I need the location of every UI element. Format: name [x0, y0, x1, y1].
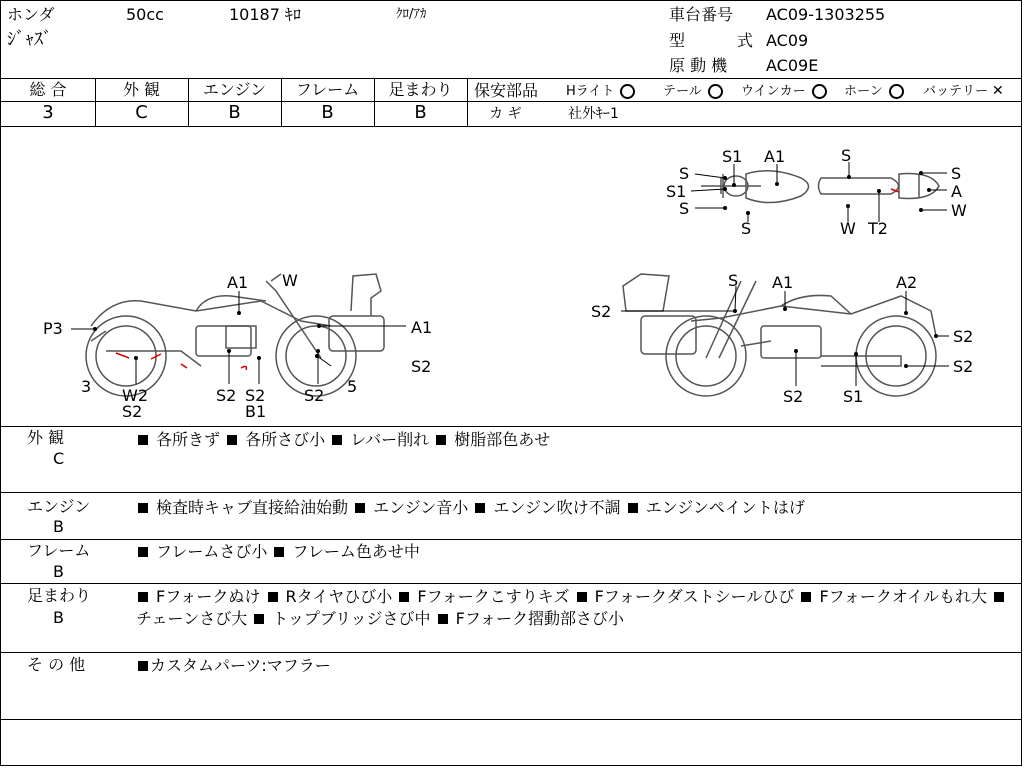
- bullet-square-icon: [138, 661, 148, 671]
- label-top-s: S: [741, 219, 752, 238]
- label-right-s: S: [728, 271, 739, 290]
- safety-label: 保安部品: [474, 81, 539, 100]
- comment-grade: B: [53, 562, 64, 581]
- comment-grade: B: [53, 608, 64, 627]
- bullet-square-icon: [138, 503, 148, 513]
- model-name: ｼﾞｬｽﾞ: [7, 29, 52, 50]
- label-top-a: A: [951, 182, 962, 201]
- label-top-s: S: [951, 164, 962, 183]
- bullet-square-icon: [577, 592, 587, 602]
- bullet-square-icon: [801, 592, 811, 602]
- bullet-square-icon: [138, 547, 148, 557]
- label-left-s2: S2: [122, 402, 143, 421]
- comment-items: カスタムパーツ:マフラー: [136, 655, 1016, 677]
- label-right-s2: S2: [591, 302, 612, 321]
- label-right-s2: S2: [953, 357, 974, 376]
- label-top-s: S: [679, 164, 690, 183]
- grade-suspension-label: 足まわり: [388, 80, 453, 99]
- label-right-s2: S2: [953, 327, 974, 346]
- comment-grade: C: [53, 449, 65, 468]
- label-left-5: 5: [347, 377, 358, 396]
- label-left-p3: P3: [43, 319, 63, 338]
- type-label-2: 式: [737, 31, 754, 50]
- leader-lines: [71, 162, 949, 386]
- color: ｸﾛ/ｱｶ: [396, 7, 427, 22]
- grade-suspension-value: B: [414, 102, 427, 123]
- frame-no-value: AC09-1303255: [766, 5, 886, 24]
- grade-total-value: 3: [42, 102, 54, 123]
- label-left-b1: B1: [245, 402, 267, 421]
- engine-label: 原 動 機: [669, 56, 728, 75]
- label-left-s2: S2: [245, 386, 266, 405]
- ok-circle-icon: [812, 84, 827, 99]
- safety-item-winker: ウインカー: [741, 84, 827, 99]
- label-left-s2: S2: [411, 357, 432, 376]
- divider: [1, 652, 1021, 653]
- comment-label: 足まわり: [27, 586, 92, 605]
- maker: ホンダ: [7, 5, 55, 24]
- divider: [1, 492, 1021, 493]
- label-left-s2: S2: [304, 386, 325, 405]
- ng-cross-icon: ✕: [992, 83, 1004, 99]
- label-top-a1: A1: [764, 147, 786, 166]
- label-left-3: 3: [81, 377, 92, 396]
- type-label-1: 型: [669, 31, 686, 50]
- mileage: 10187 ｷﾛ: [229, 5, 301, 24]
- grade-frame-value: B: [321, 102, 334, 123]
- key-value: 社外ｷｰ1: [568, 106, 619, 122]
- grade-exterior-label: 外 観: [122, 80, 161, 99]
- label-top-s1: S1: [722, 147, 743, 166]
- bullet-square-icon: [399, 592, 409, 602]
- bike-top-view: [701, 171, 939, 203]
- grade-engine-label: エンジン: [202, 80, 267, 99]
- comment-grade: B: [53, 517, 64, 536]
- label-top-w: W: [951, 201, 967, 220]
- bullet-square-icon: [628, 503, 638, 513]
- label-left-w2: W2: [122, 386, 148, 405]
- comment-label: フレーム: [27, 541, 91, 560]
- label-right-s2: S2: [783, 387, 804, 406]
- bullet-square-icon: [254, 614, 264, 624]
- grade-exterior-value: C: [135, 102, 148, 123]
- bullet-square-icon: [355, 503, 365, 513]
- divider: [1, 78, 1021, 79]
- divider: [1, 719, 1021, 720]
- grade-frame-label: フレーム: [295, 80, 360, 99]
- comment-label: 外 観: [27, 428, 65, 447]
- label-left-a1: A1: [227, 273, 249, 292]
- bike-right-view: [623, 274, 936, 396]
- displacement: 50cc: [126, 5, 164, 24]
- bullet-square-icon: [438, 614, 448, 624]
- label-right-a1: A1: [772, 273, 794, 292]
- bullet-square-icon: [138, 435, 148, 445]
- bullet-square-icon: [138, 592, 148, 602]
- divider: [1, 583, 1021, 584]
- safety-item-tail: テール: [663, 84, 723, 99]
- comment-items: フレームさび小 フレーム色あせ中: [136, 541, 1016, 563]
- bullet-square-icon: [994, 592, 1004, 602]
- bullet-square-icon: [332, 435, 342, 445]
- bullet-square-icon: [436, 435, 446, 445]
- bullet-square-icon: [475, 503, 485, 513]
- safety-item-horn: ホーン: [844, 84, 904, 99]
- divider: [467, 101, 1021, 102]
- label-top-s: S: [679, 199, 690, 218]
- bullet-square-icon: [268, 592, 278, 602]
- divider: [467, 78, 468, 126]
- comment-items: 各所きず 各所さび小 レバー削れ 樹脂部色あせ: [136, 429, 1016, 451]
- comment-label: そ の 他: [27, 655, 86, 674]
- bullet-square-icon: [274, 547, 284, 557]
- label-left-w: W: [282, 271, 298, 290]
- type-value: AC09: [766, 31, 809, 50]
- label-pointer-dots: [93, 171, 938, 368]
- comment-label: エンジン: [27, 497, 91, 516]
- label-left-a1: A1: [411, 318, 433, 337]
- key-label: カ ギ: [489, 106, 522, 122]
- divider: [1, 539, 1021, 540]
- diagram-labels: [43, 146, 973, 421]
- comment-items: Fフォークぬけ Rタイヤひび小 Fフォークこすりキズ Fフォークダストシールひび Fフォークオイルもれ大 チェーンさび大 トップブリッジさび中 Fフォーク摺動部さび小: [136, 586, 1016, 630]
- bike-left-view: [86, 274, 384, 396]
- bullet-square-icon: [227, 435, 237, 445]
- safety-item-headlight: Hライト: [566, 84, 635, 99]
- engine-value: AC09E: [766, 56, 819, 75]
- label-top-t2: T2: [868, 219, 888, 238]
- grade-engine-value: B: [228, 102, 241, 123]
- label-top-w: W: [840, 219, 856, 238]
- damage-diagram: [1, 126, 1023, 426]
- label-top-s: S: [841, 146, 852, 165]
- label-right-s1: S1: [843, 387, 864, 406]
- ok-circle-icon: [620, 84, 635, 99]
- divider: [1, 426, 1021, 427]
- frame-no-label: 車台番号: [669, 5, 734, 24]
- label-right-a2: A2: [896, 273, 918, 292]
- safety-item-battery: バッテリー ✕: [923, 83, 1004, 99]
- grade-total-label: 総 合: [29, 80, 67, 99]
- ok-circle-icon: [708, 84, 723, 99]
- ok-circle-icon: [889, 84, 904, 99]
- label-top-s1: S1: [666, 182, 687, 201]
- comment-items: 検査時キャブ直接給油始動 エンジン音小 エンジン吹け不調 エンジンペイントはげ: [136, 497, 1016, 519]
- label-left-s2: S2: [216, 386, 237, 405]
